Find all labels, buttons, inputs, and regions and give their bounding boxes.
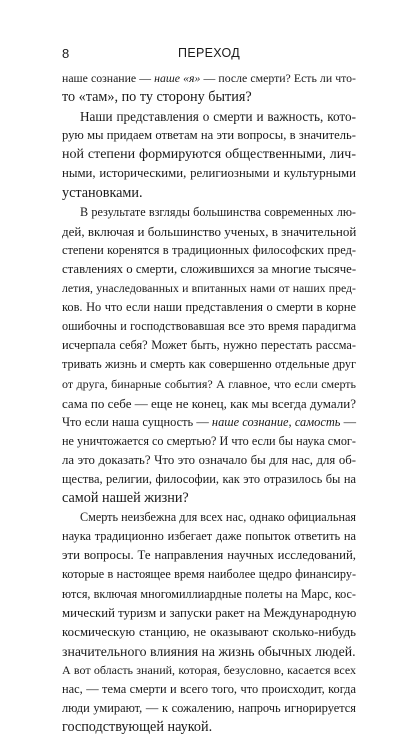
text-run: — после смерти? Есть ли что-: [200, 71, 356, 85]
text-run: ными, историческими, религиозными и культурными: [62, 166, 356, 181]
text-run: космическую станцию, не оказывают сколько-нибудь: [62, 624, 356, 639]
text-line: [62, 317, 356, 336]
text-run: от друга, бинарные события? А главное, что если смерть: [62, 376, 356, 391]
text-run: дей, включая и большинство ученых, в значительной: [62, 223, 357, 239]
text-line: [62, 241, 356, 260]
text-line: [62, 585, 356, 604]
text-line: [62, 394, 356, 413]
text-run: господствующей наукой.: [62, 719, 213, 736]
text-line: [62, 88, 356, 107]
text-run: люди умирают, — к сожалению, напрочь игнорируется: [62, 701, 356, 716]
text-run: щества, религии, философии, как это отразилось бы на: [62, 471, 356, 486]
emphasis-text: наше «я»: [154, 71, 201, 85]
page-number: 8: [62, 46, 70, 61]
text-line: [62, 164, 356, 183]
text-run: В результате взгляды большинства современных лю-: [80, 204, 356, 219]
text-run: ной степени формируются общественными, лич-: [62, 147, 356, 163]
text-line: [62, 355, 356, 374]
text-run: наука традиционно избегает даже попыток ответить на: [62, 529, 356, 544]
text-run: Смерть неизбежна для всех нас, однако официальная: [80, 510, 356, 525]
text-line: [62, 699, 356, 718]
text-line: [62, 413, 356, 432]
text-run: летия, унаследованных и впитанных нами от наших пред-: [62, 281, 356, 296]
text-run: ставлениях о смерти, сложившихся за многие тысяче-: [62, 261, 357, 276]
text-run: ошибочны и господствовавшая все это время парадигма: [62, 319, 356, 334]
text-line: [62, 222, 356, 241]
text-line: [62, 145, 356, 164]
text-line: [62, 451, 356, 470]
text-run: Наши представления о смерти и важность, кото-: [80, 109, 356, 125]
text-line: [62, 489, 356, 508]
text-line: [62, 279, 356, 298]
text-line: [62, 642, 356, 661]
text-run: установками.: [62, 184, 143, 201]
running-head: ПЕРЕХОД: [178, 46, 240, 60]
body-text: [62, 69, 356, 737]
text-line: [62, 565, 356, 584]
text-line: [62, 432, 356, 451]
text-run: рую мы придаем ответам на эти вопросы, в значитель-: [62, 128, 356, 143]
text-run: самой нашей жизни?: [62, 490, 189, 507]
text-line: [62, 661, 356, 680]
text-line: [62, 623, 356, 642]
text-run: тривать жизнь и смерть как совершенно отдельные друг: [62, 357, 356, 372]
text-run: ются, включая многомиллиардные полеты на Марс, кос-: [62, 586, 356, 601]
text-run: значительного влияния на жизнь обычных людей.: [62, 643, 356, 659]
text-line: [62, 69, 356, 88]
text-run: Что если наша сущность —: [62, 414, 212, 429]
text-run: мический туризм и запуски ракет на Международную: [62, 605, 357, 620]
text-run: то «там», по ту сторону бытия?: [62, 89, 252, 106]
text-run: А вот область знаний, которая, безусловно, касается всех: [62, 662, 356, 677]
emphasis-text: наше сознание, самость: [211, 414, 341, 429]
text-line: [62, 718, 356, 737]
text-line: [62, 470, 356, 489]
text-line: [62, 508, 356, 527]
text-line: [62, 527, 356, 546]
text-run: наше сознание —: [62, 71, 155, 85]
text-run: исчерпала себя? Может быть, нужно перестать рассма-: [62, 338, 356, 353]
text-line: [62, 604, 356, 623]
text-line: [62, 107, 356, 126]
text-line: [62, 298, 356, 317]
text-line: [62, 336, 356, 355]
text-line: [62, 203, 356, 222]
text-line: [62, 184, 356, 203]
text-line: [62, 375, 356, 394]
text-line: [62, 680, 356, 699]
text-run: ков. Но что если наши представления о смерти в корне: [62, 300, 356, 315]
text-run: не уничтожается со смертью? И что если бы наука смог-: [62, 433, 356, 448]
text-run: ла это доказать? Что это означало бы для нас, для об-: [62, 452, 356, 467]
text-run: эти вопросы. Те направления научных исследований,: [62, 548, 356, 563]
text-line: [62, 260, 356, 279]
text-run: которые в настоящее время наиболее щедро финансиру-: [62, 567, 356, 582]
text-run: —: [340, 414, 356, 429]
text-run: нас, — тема смерти и всего того, что происходит, когда: [62, 682, 356, 696]
text-run: степени коренятся в традиционных философских пред-: [62, 242, 356, 257]
text-run: сама по себе — еще не конец, как мы всегда думали?: [62, 395, 357, 411]
text-line: [62, 126, 356, 145]
text-line: [62, 546, 356, 565]
